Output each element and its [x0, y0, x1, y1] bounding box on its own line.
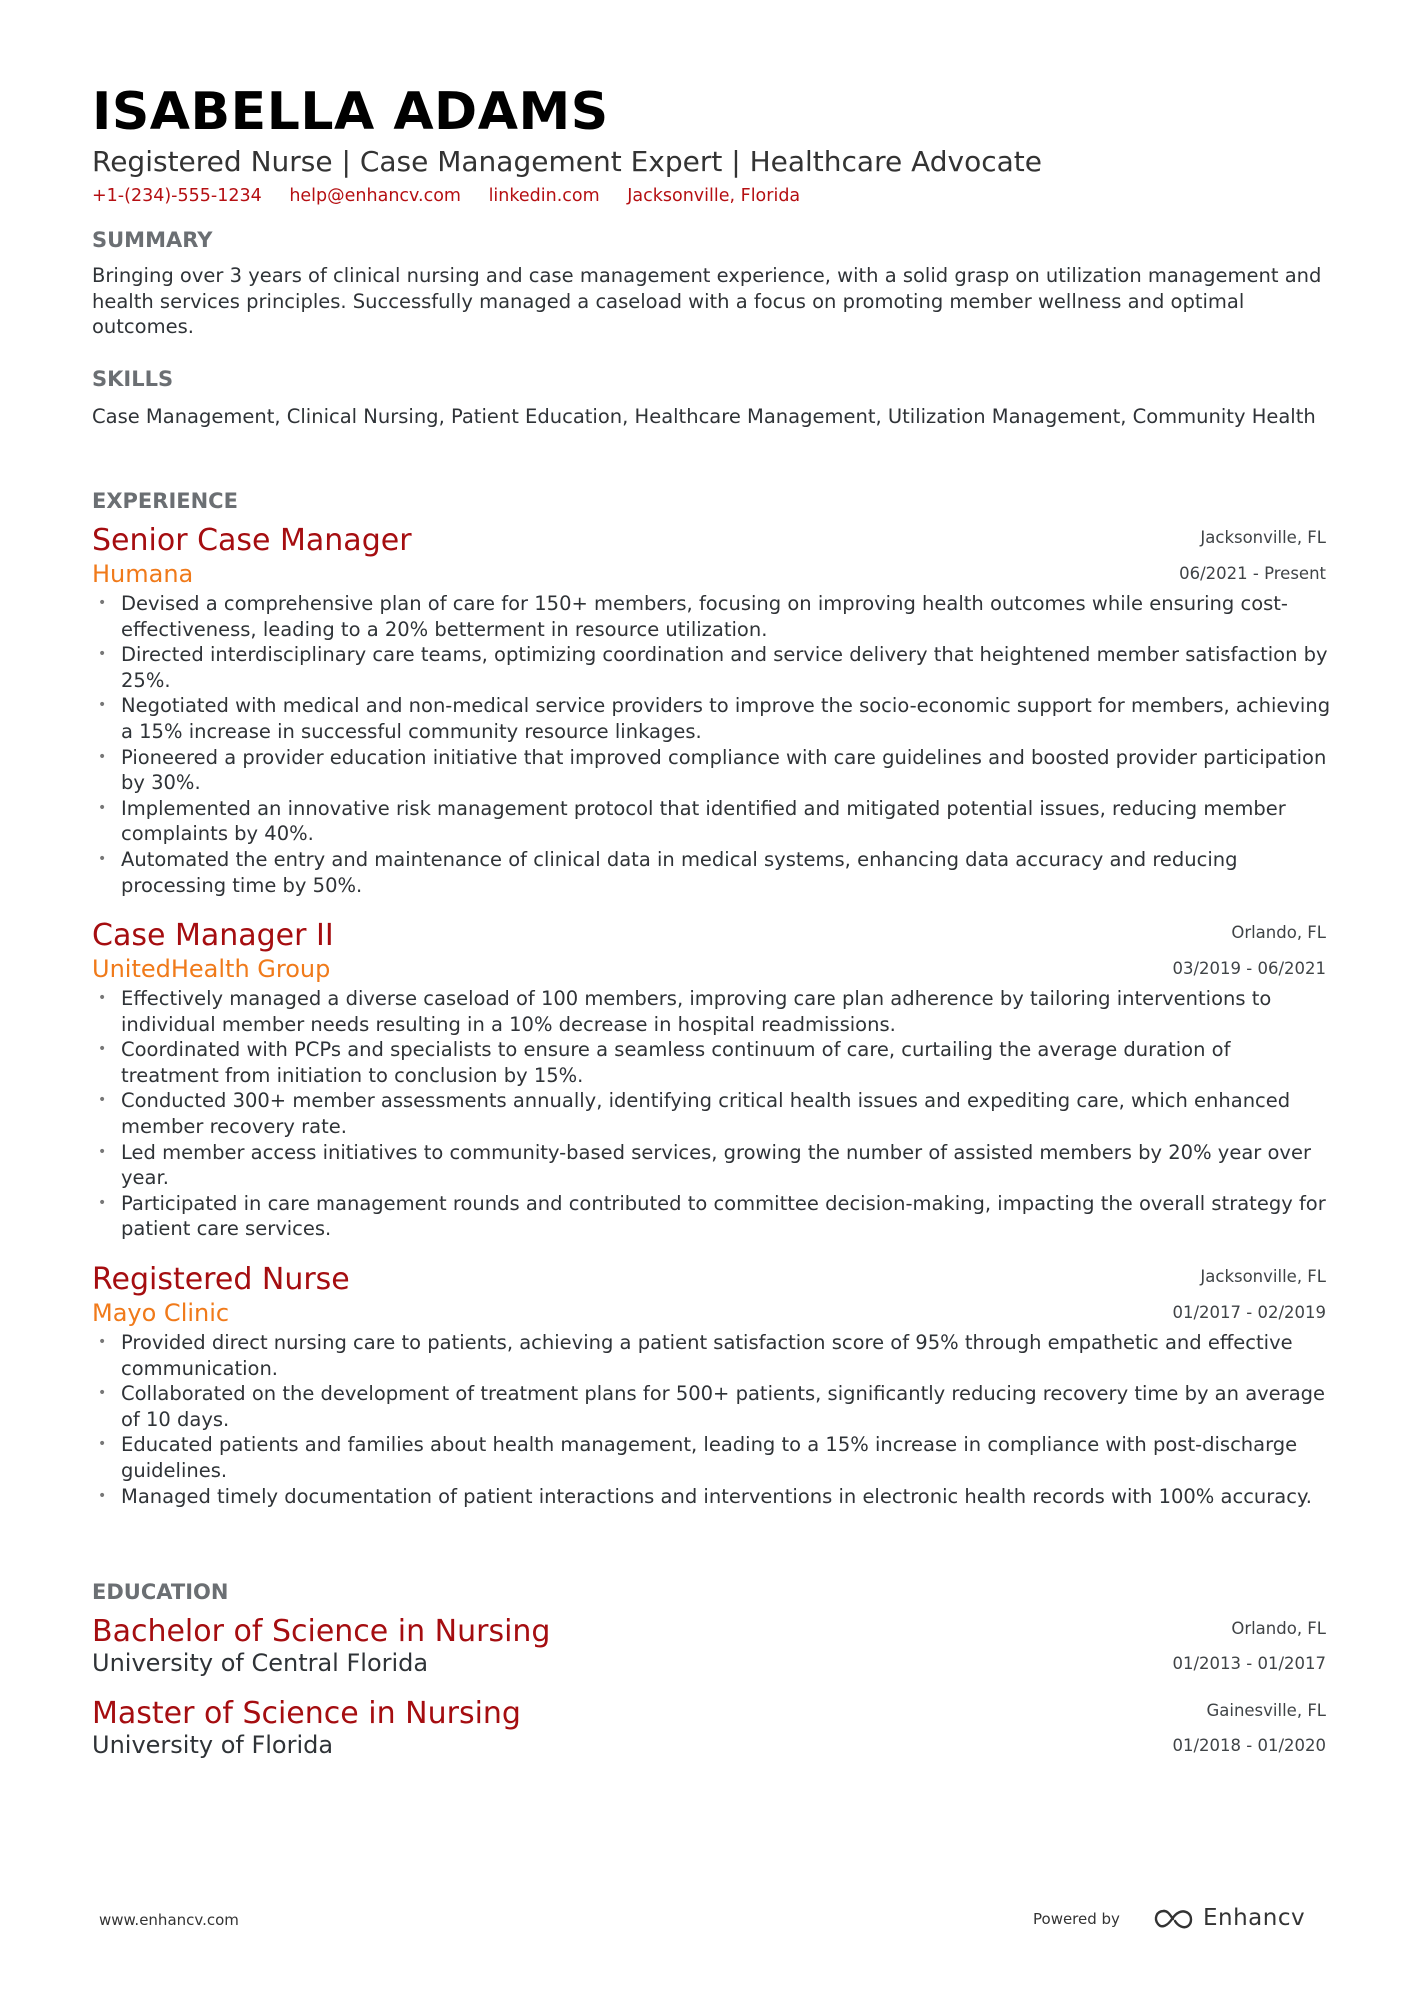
bullet-item: • Conducted 300+ member assessments annually, identifying critical health issues and expediting care, which enhanced member recovery rate.: [98, 1089, 1291, 1138]
job-bullets: [92, 591, 1332, 898]
contact-location: Jacksonville, Florida: [627, 186, 801, 206]
bullet-item: • Negotiated with medical and non-medical service providers to improve the socio-economic support for members, achieving a 15% increase in successful community resource linkages.: [98, 694, 1331, 743]
school-name: University of Florida: [92, 1731, 334, 1759]
enhancv-logo-icon: [1152, 1907, 1196, 1931]
bullet-item: • Automated the entry and maintenance of clinical data in medical systems, enhancing data accuracy and reducing processing time by 50%.: [98, 847, 1238, 897]
degree-title: Bachelor of Science in Nursing: [92, 1614, 551, 1649]
degree-title: Master of Science in Nursing: [92, 1696, 521, 1731]
candidate-name: ISABELLA ADAMS: [92, 82, 609, 142]
bullet-icon: •: [98, 1334, 107, 1350]
job-title: Registered Nurse: [92, 1262, 350, 1297]
job-dates: 01/2017 - 02/2019: [1172, 1303, 1326, 1322]
bullet-item: • Collaborated on the development of treatment plans for 500+ patients, significantly reducing recovery time by an average of 10 days.: [98, 1382, 1326, 1431]
headline: Registered Nurse | Case Management Expert | Healthcare Advocate: [92, 145, 1042, 178]
bullet-icon: •: [98, 799, 107, 816]
bullet-icon: •: [98, 1041, 107, 1058]
skills-title: SKILLS: [92, 367, 174, 391]
bullet-item: • Pioneered a provider education initiative that improved compliance with care guidelines and boosted provider participation by 30%.: [98, 745, 1327, 795]
contact-bar: [92, 184, 822, 208]
powered-by-label: Powered by: [1033, 1910, 1120, 1928]
job-dates: 06/2021 - Present: [1179, 564, 1326, 583]
education-location: Gainesville, FL: [1206, 1701, 1326, 1720]
education-dates: 01/2018 - 01/2020: [1172, 1736, 1326, 1755]
bullet-item: • Provided direct nursing care to patients, achieving a patient satisfaction score of 95% through empathetic and effective communication.: [98, 1331, 1293, 1380]
bullet-icon: •: [98, 990, 107, 1006]
job-location: Orlando, FL: [1231, 923, 1326, 942]
bullet-icon: •: [98, 1487, 107, 1504]
footer-website[interactable]: www.enhancv.com: [99, 1911, 239, 1929]
bullet-icon: •: [98, 1194, 107, 1211]
education-dates: 01/2013 - 01/2017: [1172, 1654, 1326, 1673]
contact-linkedin[interactable]: linkedin.com: [488, 186, 600, 206]
company-name: UnitedHealth Group: [92, 955, 331, 983]
bullet-item: • Devised a comprehensive plan of care for 150+ members, focusing on improving health outcomes while ensuring cost-effectiveness, leading to a 20% betterment in resource utilization.: [98, 592, 1288, 641]
skills-text: Case Management, Clinical Nursing, Patient Education, Healthcare Management, Utilization Management, Community Health: [92, 405, 1316, 428]
bullet-icon: •: [98, 1143, 107, 1160]
enhancv-brand: Enhancv: [1203, 1905, 1306, 1931]
education-title: EDUCATION: [92, 1580, 229, 1604]
bullet-icon: •: [98, 646, 107, 663]
school-name: University of Central Florida: [92, 1649, 429, 1677]
summary-title: SUMMARY: [92, 228, 213, 252]
job-bullets: [92, 1330, 1332, 1509]
bullet-item: • Implemented an innovative risk management protocol that identified and mitigated potential issues, reducing member complaints by 40%.: [98, 796, 1286, 846]
job-title: Senior Case Manager: [92, 523, 412, 558]
bullet-icon: •: [98, 1436, 107, 1453]
bullet-icon: •: [98, 1385, 107, 1402]
summary-text: Bringing over 3 years of clinical nursing and case management experience, with a solid grasp on utilization management and health services principles. Successfully managed a caseload with a focus on promoting member wellness and optimal outcomes.: [92, 264, 1322, 339]
company-name: Humana: [92, 560, 194, 588]
bullet-item: • Directed interdisciplinary care teams, optimizing coordination and service delivery that heightened member satisfaction by 25%.: [98, 643, 1328, 692]
bullet-item: • Managed timely documentation of patient interactions and interventions in electronic health records with 100% accuracy.: [98, 1484, 1312, 1508]
bullet-item: • Participated in care management rounds and contributed to committee decision-making, impacting the overall strategy for patient care services.: [98, 1191, 1326, 1241]
education-location: Orlando, FL: [1231, 1619, 1326, 1638]
bullet-icon: •: [98, 748, 107, 765]
contact-email[interactable]: help@enhancv.com: [289, 186, 461, 206]
job-dates: 03/2019 - 06/2021: [1172, 959, 1326, 978]
bullet-icon: •: [98, 1092, 107, 1109]
company-name: Mayo Clinic: [92, 1299, 230, 1327]
bullet-icon: •: [98, 595, 107, 611]
powered-by-badge[interactable]: [1033, 1899, 1313, 1939]
bullet-icon: •: [98, 697, 107, 714]
bullet-item: • Effectively managed a diverse caseload of 100 members, improving care plan adherence by tailoring interventions to individual member needs resulting in a 10% decrease in hospital readmissions.: [98, 987, 1272, 1036]
experience-title: EXPERIENCE: [92, 489, 238, 513]
contact-phone[interactable]: +1-(234)-555-1234: [92, 186, 262, 206]
job-bullets: [92, 986, 1332, 1242]
job-title: Case Manager II: [92, 918, 334, 953]
job-location: Jacksonville, FL: [1200, 528, 1326, 547]
bullet-icon: •: [98, 850, 107, 867]
bullet-item: • Educated patients and families about health management, leading to a 15% increase in compliance with post-discharge guidelines.: [98, 1433, 1298, 1482]
job-location: Jacksonville, FL: [1200, 1267, 1326, 1286]
bullet-item: • Coordinated with PCPs and specialists to ensure a seamless continuum of care, curtailing the average duration of treatment from initiation to conclusion by 15%.: [98, 1038, 1231, 1087]
bullet-item: • Led member access initiatives to community-based services, growing the number of assisted members by 20% year over year.: [98, 1140, 1311, 1190]
